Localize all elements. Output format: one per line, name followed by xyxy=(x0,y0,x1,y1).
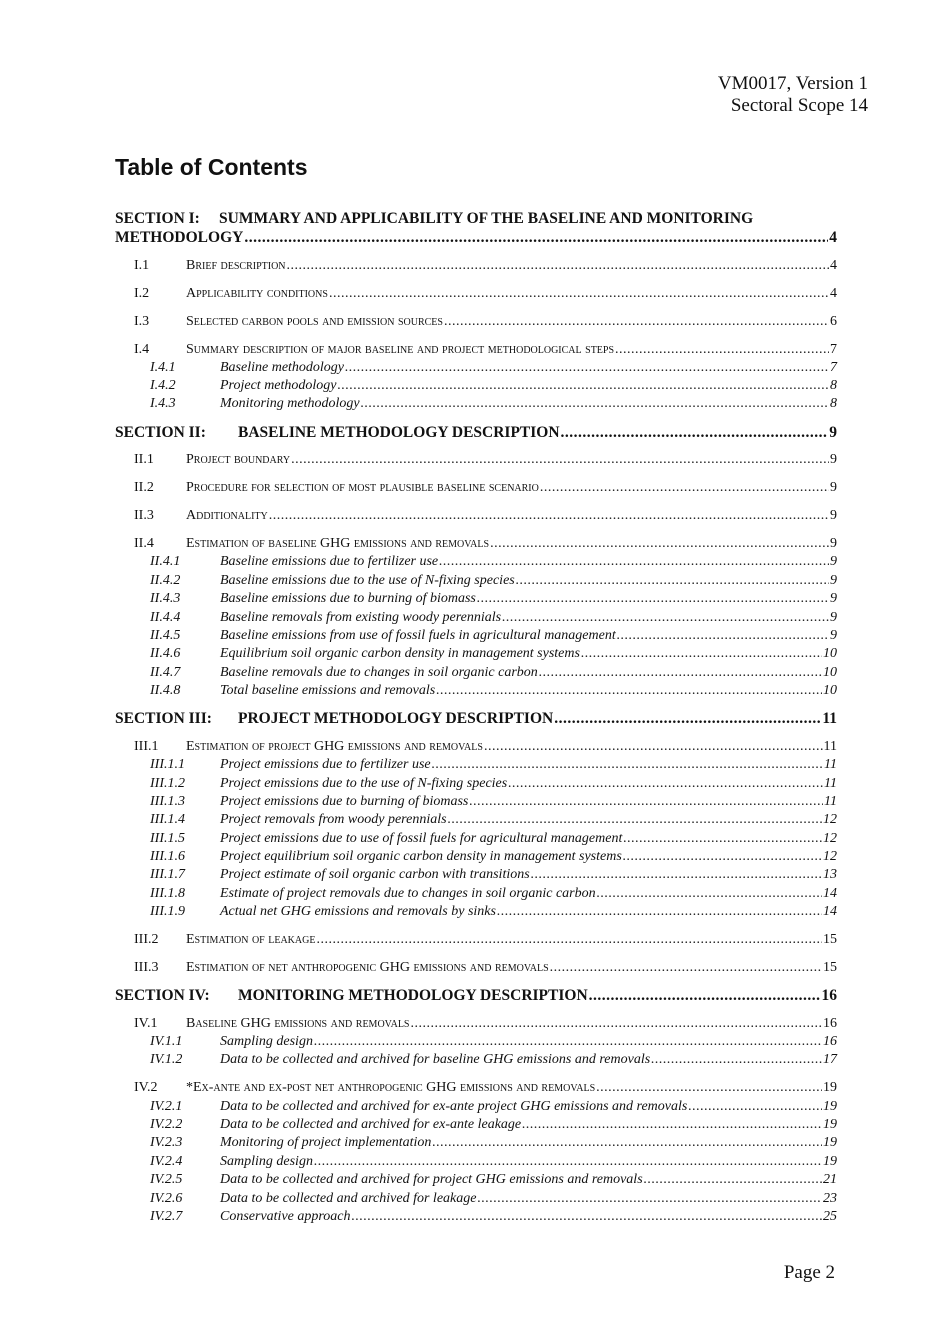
toc-entry-number: SECTION II: xyxy=(115,424,206,441)
toc-entry-number: I.2 xyxy=(134,286,150,301)
toc-leader-dots xyxy=(531,867,822,883)
toc-leader-dots xyxy=(502,610,829,626)
toc-section-1-number: SECTION I: xyxy=(115,210,200,227)
toc-entry-page: 13 xyxy=(823,867,837,882)
toc-entry-title: Baseline emissions due to fertilizer use xyxy=(220,554,439,569)
toc-entry-number: III.1.5 xyxy=(150,831,185,846)
toc-entry-title: Baseline removals from existing woody perennials xyxy=(220,610,502,625)
toc-leader-dots xyxy=(352,1209,822,1225)
toc-entry-title: Equilibrium soil organic carbon density in management systems xyxy=(220,646,580,661)
toc-entry-number: III.1.3 xyxy=(150,794,185,809)
toc-entry-title: Estimation of leakage xyxy=(186,932,316,947)
toc-entry-sec[interactable] xyxy=(115,710,837,728)
page-number: Page 2 xyxy=(783,1262,835,1283)
toc-entry-number: I.4.2 xyxy=(150,378,176,393)
toc-entry-subsub[interactable] xyxy=(115,812,837,828)
toc-entry-page: 8 xyxy=(830,378,837,393)
toc-entry-sub[interactable] xyxy=(115,314,837,330)
toc-entry-page: 9 xyxy=(830,610,837,625)
toc-entry-number: II.4.6 xyxy=(150,646,181,661)
toc-entry-title: Procedure for selection of most plausible baseline scenario xyxy=(186,480,539,495)
toc-entry-number: IV.1 xyxy=(134,1016,158,1031)
toc-entry-subsub[interactable] xyxy=(115,1052,837,1068)
toc-entry-number: I.3 xyxy=(134,314,150,329)
toc-leader-dots xyxy=(314,1154,822,1170)
toc-leader-dots xyxy=(338,378,829,394)
toc-entry-page: 23 xyxy=(823,1191,837,1206)
toc-entry-number: I.1 xyxy=(134,258,150,273)
toc-entry-number: III.1.1 xyxy=(150,757,185,772)
toc-leader-dots xyxy=(269,508,829,524)
toc-section-1-title-line1: SUMMARY AND APPLICABILITY OF THE BASELINE AND MONITORING xyxy=(219,210,754,227)
toc-leader-dots xyxy=(688,1099,822,1115)
toc-entry-sub[interactable] xyxy=(115,452,837,468)
toc-entry-title: Additionality xyxy=(186,508,268,523)
toc-entry-title: Monitoring of project implementation xyxy=(220,1135,432,1150)
toc-entry-page: 19 xyxy=(823,1154,837,1169)
toc-entry-title: Estimation of baseline GHG emissions and removals xyxy=(186,536,490,551)
toc-entry-title: *Ex-ante and ex-post net anthropogenic GHG emissions and removals xyxy=(186,1080,596,1095)
toc-entry-title: Summary description of major baseline and project methodological steps xyxy=(186,342,615,357)
toc-entry-title: Baseline emissions due to burning of biomass xyxy=(220,591,476,606)
toc-leader-dots xyxy=(617,628,829,644)
toc-heading: Table of Contents xyxy=(115,154,308,180)
toc-leader-dots xyxy=(644,1172,822,1188)
toc-entry-sec[interactable] xyxy=(115,424,837,442)
toc-entry-title: Project boundary xyxy=(186,452,291,467)
toc-leader-dots xyxy=(589,987,821,1005)
toc-entry-page: 11 xyxy=(824,794,837,809)
toc-entry-page: 6 xyxy=(830,314,837,329)
toc-entry-sub[interactable] xyxy=(115,258,837,274)
toc-entry-page: 11 xyxy=(824,776,837,791)
toc-leader-dots xyxy=(508,776,823,792)
toc-entry-subsub[interactable] xyxy=(115,378,837,394)
toc-leader-dots xyxy=(596,1080,822,1096)
toc-entry-subsub[interactable] xyxy=(115,1154,837,1170)
toc-leader-dots xyxy=(597,886,822,902)
toc-entry-page: 9 xyxy=(830,452,837,467)
toc-entry-number: II.3 xyxy=(134,508,154,523)
toc-entry-title: Project methodology xyxy=(220,378,337,393)
toc-leader-dots xyxy=(497,904,822,920)
toc-entry-title: Data to be collected and archived for leakage xyxy=(220,1191,477,1206)
toc-entry-page: 11 xyxy=(823,739,837,754)
toc-entry-number: I.4 xyxy=(134,342,150,357)
toc-entry-page: 10 xyxy=(823,646,837,661)
toc-entry-number: III.1.4 xyxy=(150,812,185,827)
toc-entry-title: Project estimate of soil organic carbon with transitions xyxy=(220,867,530,882)
toc-entry-subsub[interactable] xyxy=(115,904,837,920)
toc-leader-dots xyxy=(469,794,823,810)
toc-entry-title: Conservative approach xyxy=(220,1209,351,1224)
toc-entry-title: Sampling design xyxy=(220,1154,313,1169)
toc-entry-number: III.1.6 xyxy=(150,849,185,864)
toc-entry-subsub[interactable] xyxy=(115,794,837,810)
toc-entry-number: IV.2.3 xyxy=(150,1135,183,1150)
toc-entry-title: Estimation of project GHG emissions and removals xyxy=(186,739,483,754)
toc-entry-title: PROJECT METHODOLOGY DESCRIPTION xyxy=(238,710,554,727)
toc-entry-title: Baseline emissions due to the use of N-fixing species xyxy=(220,573,515,588)
toc-leader-dots xyxy=(436,683,822,699)
toc-entry-number: II.4 xyxy=(134,536,154,551)
toc-entry-number: IV.2.2 xyxy=(150,1117,183,1132)
document-id: VM0017, Version 1 xyxy=(717,73,868,94)
toc-entry-number: IV.2.1 xyxy=(150,1099,183,1114)
toc-entry-subsub[interactable] xyxy=(115,573,837,589)
toc-entry-page: 16 xyxy=(821,987,837,1004)
toc-entry-page: 11 xyxy=(824,757,837,772)
toc-entry-subsub[interactable] xyxy=(115,1209,837,1225)
toc-entry-page: 4 xyxy=(830,286,837,301)
toc-entry-title: BASELINE METHODOLOGY DESCRIPTION xyxy=(238,424,560,441)
toc-leader-dots xyxy=(490,536,829,552)
toc-entry-subsub[interactable] xyxy=(115,776,837,792)
toc-entry-subsub[interactable] xyxy=(115,886,837,902)
toc-entry-number: II.4.1 xyxy=(150,554,181,569)
toc-entry-subsub[interactable] xyxy=(115,665,837,681)
toc-entry-title: Actual net GHG emissions and removals by sinks xyxy=(220,904,496,919)
page-header xyxy=(718,73,868,117)
toc-entry-sub[interactable] xyxy=(115,1080,837,1096)
toc-entry-subsub[interactable] xyxy=(115,1191,837,1207)
toc-entry-page: 9 xyxy=(830,573,837,588)
toc-entry-subsub[interactable] xyxy=(115,396,837,412)
toc-leader-dots xyxy=(314,1034,822,1050)
toc-entry-page: 12 xyxy=(823,849,837,864)
toc-leader-dots xyxy=(432,1135,822,1151)
toc-entry-number: IV.2 xyxy=(134,1080,158,1095)
toc-entry-title: Baseline emissions from use of fossil fuels in agricultural management xyxy=(220,628,616,643)
toc-leader-dots xyxy=(345,360,829,376)
toc-entry-page: 25 xyxy=(823,1209,837,1224)
toc-entry-sub[interactable] xyxy=(115,932,837,948)
toc-entry-number: I.4.3 xyxy=(150,396,176,411)
toc-entry-number: IV.2.4 xyxy=(150,1154,183,1169)
toc-entry-number: II.4.3 xyxy=(150,591,181,606)
toc-leader-dots xyxy=(581,646,822,662)
toc-entry-page: 21 xyxy=(823,1172,837,1187)
toc-entry-sub[interactable] xyxy=(115,739,837,755)
toc-entry-title: Data to be collected and archived for ex-ante leakage xyxy=(220,1117,522,1132)
toc-leader-dots xyxy=(539,665,822,681)
toc-entry-number: II.4.8 xyxy=(150,683,181,698)
toc-entry-sub[interactable] xyxy=(115,960,837,976)
toc-entry-page: 9 xyxy=(830,508,837,523)
toc-entry-number: IV.1.2 xyxy=(150,1052,183,1067)
toc-leader-dots xyxy=(448,812,822,828)
toc-entry-number: III.1.8 xyxy=(150,886,185,901)
toc-leader-dots xyxy=(522,1117,822,1133)
toc-entry-sub[interactable] xyxy=(115,536,837,552)
toc-section-1-page: 4 xyxy=(829,229,837,246)
toc-leader-dots xyxy=(561,424,829,442)
toc-section-1-title-line2: METHODOLOGY xyxy=(115,229,244,246)
toc-entry-subsub[interactable] xyxy=(115,867,837,883)
toc-entry-title: Project emissions due to use of fossil fuels for agricultural management xyxy=(220,831,623,846)
toc-leader-dots xyxy=(244,229,828,247)
toc-entry-page: 8 xyxy=(830,396,837,411)
toc-leader-dots xyxy=(291,452,829,468)
toc-leader-dots xyxy=(444,314,829,330)
toc-leader-dots xyxy=(540,480,829,496)
toc-entry-page: 14 xyxy=(823,886,837,901)
toc-entry-subsub[interactable] xyxy=(115,610,837,626)
toc-entry-number: IV.2.5 xyxy=(150,1172,183,1187)
toc-entry-page: 15 xyxy=(823,932,837,947)
toc-entry-title: Data to be collected and archived for baseline GHG emissions and removals xyxy=(220,1052,651,1067)
toc-entry-title: Baseline GHG emissions and removals xyxy=(186,1016,410,1031)
toc-entry-page: 19 xyxy=(823,1099,837,1114)
toc-entry-sub[interactable] xyxy=(115,508,837,524)
toc-leader-dots xyxy=(554,710,821,728)
toc-entry-page: 10 xyxy=(823,665,837,680)
toc-entry-title: Baseline removals due to changes in soil organic carbon xyxy=(220,665,538,680)
toc-leader-dots xyxy=(615,342,829,358)
toc-entry-page: 15 xyxy=(823,960,837,975)
toc-entry-page: 17 xyxy=(823,1052,837,1067)
toc-entry-title: Sampling design xyxy=(220,1034,313,1049)
toc-entry-number: II.1 xyxy=(134,452,154,467)
toc-entry-number: II.4.7 xyxy=(150,665,181,680)
toc-entry-title: Project emissions due to burning of biomass xyxy=(220,794,469,809)
toc-entry-page: 19 xyxy=(823,1117,837,1132)
toc-entry-page: 7 xyxy=(830,342,837,357)
toc-entry-page: 12 xyxy=(823,812,837,827)
toc-entry-page: 9 xyxy=(830,480,837,495)
toc-entry-subsub[interactable] xyxy=(115,831,837,847)
toc-entry-number: IV.1.1 xyxy=(150,1034,183,1049)
toc-entry-number: IV.2.6 xyxy=(150,1191,183,1206)
toc-entry-number: III.1.7 xyxy=(150,867,185,882)
toc-entry-page: 9 xyxy=(830,591,837,606)
toc-entry-title: Data to be collected and archived for project GHG emissions and removals xyxy=(220,1172,643,1187)
toc-entry-number: III.3 xyxy=(134,960,159,975)
toc-entry-number: III.1.2 xyxy=(150,776,185,791)
toc-entry-sec[interactable] xyxy=(115,987,837,1005)
toc-leader-dots xyxy=(477,591,829,607)
toc-leader-dots xyxy=(329,286,829,302)
toc-leader-dots xyxy=(439,554,829,570)
toc-entry-page: 16 xyxy=(823,1016,837,1031)
toc-entry-page: 12 xyxy=(823,831,837,846)
toc-entry-title: Monitoring methodology xyxy=(220,396,360,411)
sectoral-scope: Sectoral Scope 14 xyxy=(730,95,868,116)
toc-entry-number: SECTION III: xyxy=(115,710,212,727)
toc-entry-title: Data to be collected and archived for ex-ante project GHG emissions and removals xyxy=(220,1099,688,1114)
toc-entry-subsub[interactable] xyxy=(115,646,837,662)
toc-entry-sub[interactable] xyxy=(115,286,837,302)
toc-entry-sub[interactable] xyxy=(115,480,837,496)
toc-entry-title: Estimate of project removals due to changes in soil organic carbon xyxy=(220,886,596,901)
toc-entry-title: Project emissions due to the use of N-fixing species xyxy=(220,776,508,791)
toc-entry-page: 19 xyxy=(823,1135,837,1150)
toc-entry-title: Brief description xyxy=(186,258,286,273)
toc-leader-dots xyxy=(623,831,822,847)
toc-entry-title: Applicability conditions xyxy=(186,286,328,301)
toc-entry-number: IV.2.7 xyxy=(150,1209,183,1224)
toc-leader-dots xyxy=(361,396,829,412)
toc-leader-dots xyxy=(411,1016,823,1032)
toc-entry-number: II.2 xyxy=(134,480,154,495)
toc-entry-title: Baseline methodology xyxy=(220,360,345,375)
toc-entry-number: III.1.9 xyxy=(150,904,185,919)
toc-entry-title: Project emissions due to fertilizer use xyxy=(220,757,431,772)
toc-entry-title: Project equilibrium soil organic carbon density in management systems xyxy=(220,849,622,864)
toc-entry-subsub[interactable] xyxy=(115,1135,837,1151)
toc-entry-title: Selected carbon pools and emission sources xyxy=(186,314,443,329)
toc-entry-title: Total baseline emissions and removals xyxy=(220,683,436,698)
toc-entry-title: MONITORING METHODOLOGY DESCRIPTION xyxy=(238,987,588,1004)
toc-entry-subsub[interactable] xyxy=(115,849,837,865)
toc-leader-dots xyxy=(550,960,822,976)
toc-entry-sub[interactable] xyxy=(115,342,837,358)
toc-entry-page: 9 xyxy=(830,554,837,569)
toc-entry-number: II.4.2 xyxy=(150,573,181,588)
toc-entry-subsub[interactable] xyxy=(115,591,837,607)
toc-entry-title: Estimation of net anthropogenic GHG emissions and removals xyxy=(186,960,549,975)
toc-leader-dots xyxy=(623,849,822,865)
toc-entry-page: 9 xyxy=(830,536,837,551)
toc-leader-dots xyxy=(432,757,823,773)
toc-entry-subsub[interactable] xyxy=(115,757,837,773)
toc-entry-subsub[interactable] xyxy=(115,1099,837,1115)
toc-entry-title: Project removals from woody perennials xyxy=(220,812,447,827)
toc-entry-page: 11 xyxy=(822,710,837,727)
toc-entry-page: 4 xyxy=(830,258,837,273)
toc-entry-sub[interactable] xyxy=(115,1016,837,1032)
toc-entry-subsub[interactable] xyxy=(115,554,837,570)
toc-entry-page: 10 xyxy=(823,683,837,698)
toc-entry-number: II.4.4 xyxy=(150,610,181,625)
toc-entry-subsub[interactable] xyxy=(115,1172,837,1188)
toc-entry-subsub[interactable] xyxy=(115,628,837,644)
toc-leader-dots xyxy=(516,573,829,589)
toc-entry-page: 19 xyxy=(823,1080,837,1095)
toc-leader-dots xyxy=(287,258,829,274)
toc-section-1[interactable] xyxy=(115,210,837,246)
toc-leader-dots xyxy=(316,932,822,948)
toc-entry-subsub[interactable] xyxy=(115,683,837,699)
toc-leader-dots xyxy=(484,739,823,755)
toc-leader-dots xyxy=(651,1052,822,1068)
toc-entry-number: II.4.5 xyxy=(150,628,181,643)
toc-entry-number: III.2 xyxy=(134,932,159,947)
toc-entry-page: 14 xyxy=(823,904,837,919)
toc-entry-page: 9 xyxy=(830,628,837,643)
toc-entry-subsub[interactable] xyxy=(115,1117,837,1133)
toc-entry-number: I.4.1 xyxy=(150,360,176,375)
toc-entry-page: 16 xyxy=(823,1034,837,1049)
toc-entry-page: 7 xyxy=(830,360,837,375)
toc-entry-number: SECTION IV: xyxy=(115,987,210,1004)
toc-leader-dots xyxy=(477,1191,822,1207)
toc-entry-subsub[interactable] xyxy=(115,1034,837,1050)
toc-entry-page: 9 xyxy=(829,424,837,441)
toc-entry-subsub[interactable] xyxy=(115,360,837,376)
toc-entry-number: III.1 xyxy=(134,739,159,754)
